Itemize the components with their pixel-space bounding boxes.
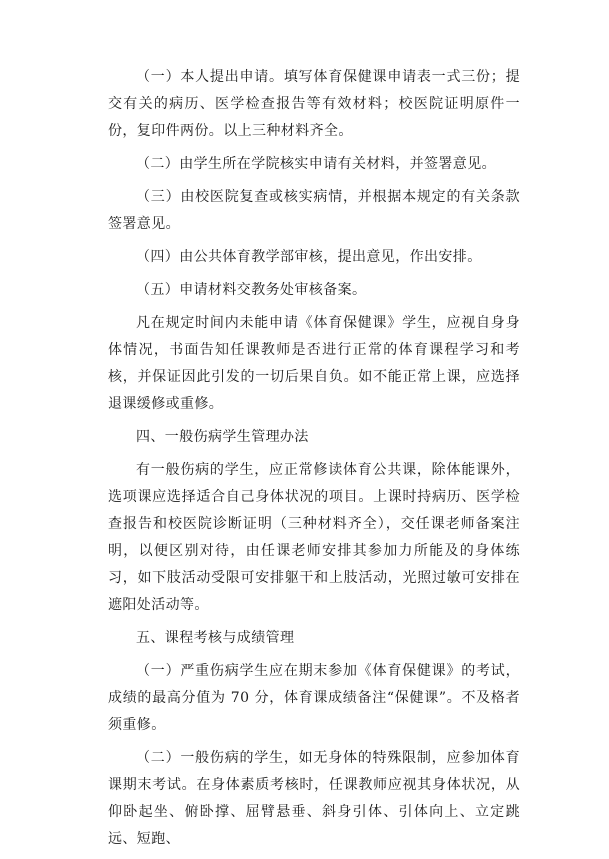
section-heading-5: 五、课程考核与成绩管理 [136, 630, 295, 646]
section-heading-4: 四、一般伤病学生管理办法 [136, 429, 309, 445]
paragraph-application-step-3: （三）由校医院复查或核实病情，并根据本规定的有关条款签署意见。 [108, 189, 520, 232]
paragraph-assessment-rule-1: （一）严重伤病学生应在期末参加《体育保健课》的考试，成绩的最高分值为 70 分，体育课成绩备注“保健课”。不及格者须重修。 [108, 663, 520, 733]
paragraph-late-application-note: 凡在规定时间内未能申请《体育保健课》学生，应视自身身体情况，书面告知任课教师是否进行正常的体育课程学习和考核，并保证因此引发的一切后果自负。如不能正常上课，应选择退课缓修或重修。 [108, 315, 520, 412]
paragraph-application-step-2: （二）由学生所在学院核实申请有关材料，并签署意见。 [136, 156, 496, 172]
paragraph-assessment-rule-2: （二）一般伤病的学生，如无身体的特殊限制，应参加体育课期末考试。在身体素质考核时，任课教师应视其身体状况，从仰卧起坐、俯卧撑、屈臂悬垂、斜身引体、引体向上、立定跳远、短跑、 [108, 750, 520, 847]
paragraph-application-step-4: （四）由公共体育教学部审核，提出意见，作出安排。 [136, 249, 482, 265]
paragraph-application-step-5: （五）申请材料交教务处审核备案。 [136, 282, 367, 298]
paragraph-general-injury-rules: 有一般伤病的学生，应正常修读体育公共课，除体能课外，选项课应选择适合自己身体状况的项目。上课时持病历、医学检查报告和校医院诊断证明（三种材料齐全），交任课老师备案注明，以便区别对待，由任课老师安排其参加力所能及的身体练习，如下肢活动受限可安排躯干和上肢活动，光照过敏可安排在遮阳处活动等。 [108, 462, 520, 613]
document-body [108, 64, 520, 859]
paragraph-application-step-1: （一）本人提出申请。填写体育保健课申请表一式三份；提交有关的病历、医学检查报告等有效材料；校医院证明原件一份，复印件两份。以上三种材料齐全。 [108, 69, 520, 139]
